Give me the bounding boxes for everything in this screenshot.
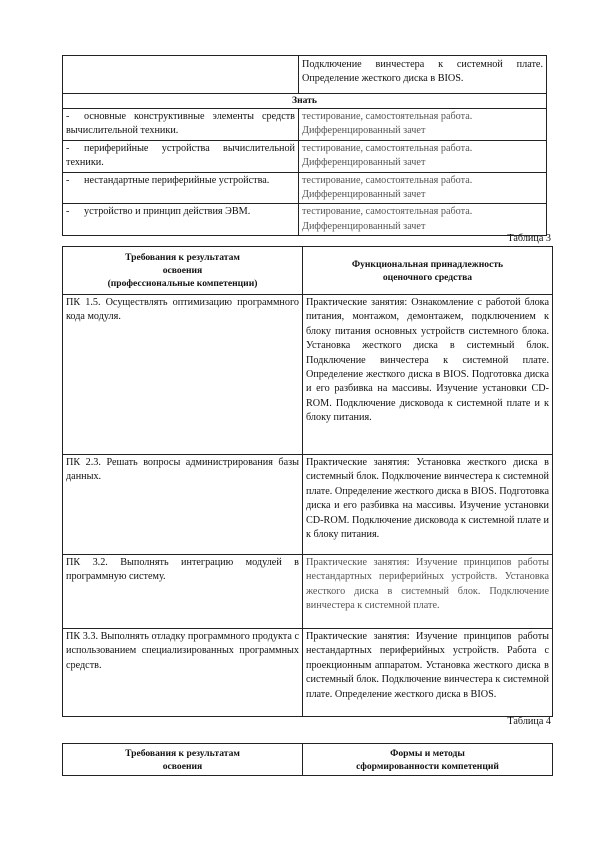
competency-cell: ПК 2.3. Решать вопросы администрирования базы данных. — [63, 455, 303, 555]
requirement-text: основные конструктивные элементы средств вычислительной техники. — [66, 111, 295, 137]
assessment-cell: Практические занятия: Изучение принципов работы нестандартных периферийных устройств. Работа с проекционным аппаратом. Установка жесткого диска в системный блок. Подключение винчестера к системной плате. Определение жесткого диска в BIOS. — [303, 629, 553, 717]
table-caption: Таблица 3 — [507, 233, 551, 244]
table-cell-empty — [63, 56, 299, 94]
table-4 — [62, 743, 553, 776]
table-row — [63, 204, 547, 236]
competency-cell: ПК 1.5. Осуществлять оптимизацию программного кода модуля. — [63, 295, 303, 455]
table-row — [63, 56, 547, 94]
table-row — [63, 629, 553, 717]
requirement-text: периферийные устройства вычислительной техники. — [66, 142, 295, 169]
list-marker: - — [66, 206, 70, 218]
cell-line: тестирование, самостоятельная работа. — [302, 142, 473, 154]
table-cell — [299, 172, 547, 204]
table-row — [63, 555, 553, 629]
cell-line: Подключение винчестера к системной плате. — [302, 59, 543, 70]
header-line: (профессиональные компетенции) — [107, 278, 258, 289]
cell-text — [66, 110, 295, 139]
table-row — [63, 140, 547, 172]
cell-line: тестирование, самостоятельная работа. — [302, 206, 473, 218]
table-3 — [62, 246, 553, 717]
cell-line: Определение жесткого диска в BIOS. — [302, 73, 464, 85]
table-row — [63, 455, 553, 555]
competency-cell: ПК 3.3. Выполнять отладку программного продукта с использованием специализированных программных средств. — [63, 629, 303, 717]
table-cell — [63, 140, 299, 172]
cell-line: Дифференцированный зачет — [302, 189, 426, 201]
header-line: освоения — [162, 760, 203, 772]
table-row — [63, 295, 553, 455]
list-marker: - — [66, 142, 70, 154]
cell-line: Дифференцированный зачет — [302, 220, 426, 232]
table-header-row — [63, 247, 553, 295]
section-header-znat: Знать — [63, 94, 547, 109]
table-cell — [63, 204, 299, 236]
table-cell — [63, 172, 299, 204]
header-cell-requirements — [63, 744, 303, 776]
cell-line: тестирование, самостоятельная работа. — [302, 174, 473, 186]
requirement-text: устройство и принцип действия ЭВМ. — [84, 206, 251, 218]
header-line: сформированности компетенций — [356, 760, 499, 772]
table-cell — [299, 109, 547, 141]
cell-line: Дифференцированный зачет — [302, 157, 426, 169]
header-line: освоения — [162, 265, 203, 276]
cell-text — [66, 174, 295, 188]
cell-text — [66, 142, 295, 171]
list-marker: - — [66, 174, 70, 186]
cell-text — [66, 205, 295, 219]
table-row — [63, 172, 547, 204]
table-row — [63, 109, 547, 141]
divider-line — [62, 716, 84, 717]
header-line: Функциональная принадлежность — [351, 258, 504, 270]
header-cell-function — [303, 247, 553, 295]
cell-line: Дифференцированный зачет — [302, 125, 426, 137]
cell-line: тестирование, самостоятельная работа. — [302, 111, 473, 122]
table-cell — [299, 56, 547, 94]
assessment-table-continued — [62, 55, 547, 236]
table-cell — [63, 109, 299, 141]
table-header-row — [63, 744, 553, 776]
table-caption: Таблица 4 — [507, 716, 551, 727]
header-cell-forms — [303, 744, 553, 776]
competency-cell: ПК 3.2. Выполнять интеграцию модулей в программную систему. — [63, 555, 303, 629]
assessment-cell: Практические занятия: Ознакомление с работой блока питания, монтажом, демонтажем, подключением к блоку питания основных устройств системного блока. Установка жесткого диска в системный блок. Подключение винчестера к системной плате. Определение жесткого диска в BIOS. Подготовка диска и его разбивка на массивы. Изучение установки CD-ROM. Подключение дисковода к системной плате и к блоку питания. — [303, 295, 553, 455]
table-cell — [299, 204, 547, 236]
table-cell — [299, 140, 547, 172]
section-header-row — [63, 94, 547, 109]
header-line: Требования к результатам — [125, 747, 240, 759]
list-marker: - — [66, 111, 70, 122]
requirement-text: нестандартные периферийные устройства. — [84, 174, 270, 186]
header-line: оценочного средства — [382, 271, 473, 283]
assessment-cell: Практические занятия: Установка жесткого диска в системный блок. Подключение винчестера к системной плате. Определение жесткого диска в BIOS. Подготовка диска и его разбивка на массивы. Изучение установки CD-ROM. Подключение дисковода к системной плате и к блоку питания. — [303, 455, 553, 555]
header-line: Формы и методы — [390, 747, 465, 759]
assessment-cell: Практические занятия: Изучение принципов работы нестандартных периферийных устройств. Установка жесткого диска в системный блок. Подключение винчестера к системной плате. — [303, 555, 553, 629]
header-cell-requirements — [63, 247, 303, 295]
header-line: Требования к результатам — [125, 252, 240, 263]
